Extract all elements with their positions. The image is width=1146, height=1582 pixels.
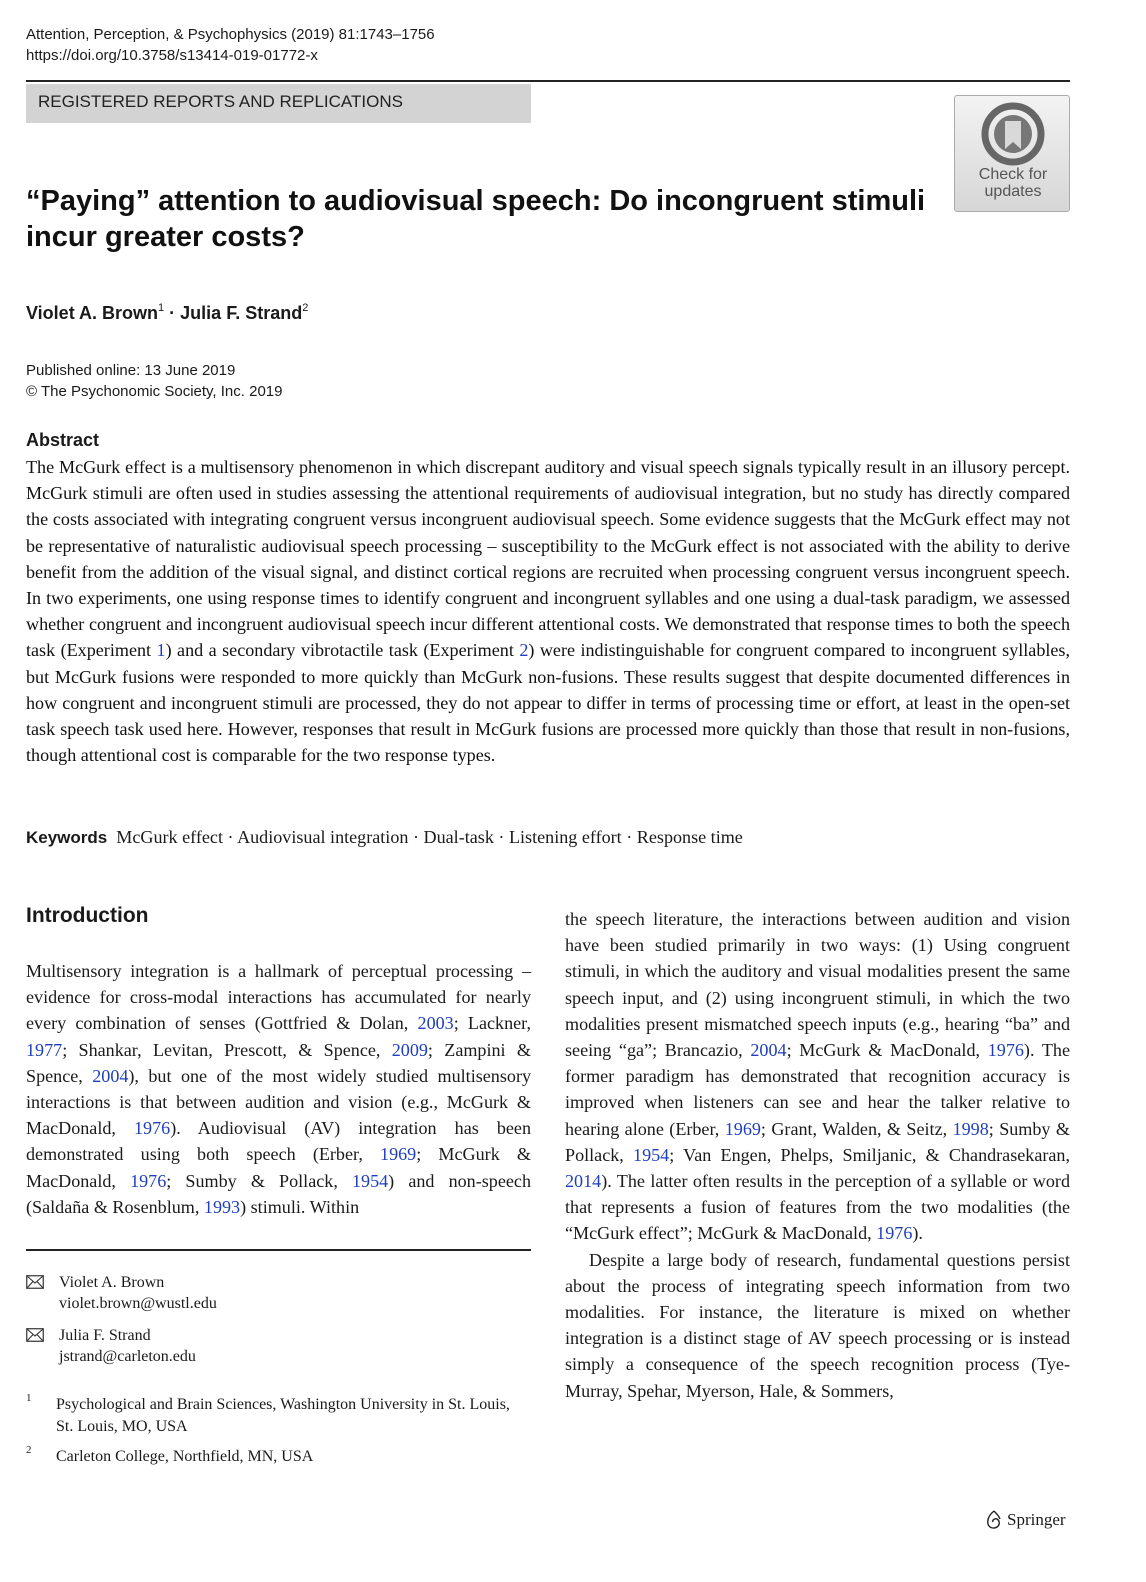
citation-link[interactable]: 1993: [203, 1196, 241, 1217]
keyword-separator: ·: [626, 827, 633, 847]
keyword: Dual-task: [423, 827, 494, 847]
citation-link[interactable]: 1976: [876, 1223, 913, 1244]
text-segment: ; Lackner,: [453, 1013, 531, 1034]
text-segment: ; Sumby & Pollack,: [565, 1118, 1070, 1165]
copyright-line: [26, 381, 282, 402]
experiment-link[interactable]: 1: [156, 640, 166, 661]
journal-header: [26, 24, 435, 66]
text-segment: ) and non-speech (Saldaña & Rosenblum,: [26, 1170, 531, 1217]
introduction-heading: Introduction: [26, 904, 149, 927]
envelope-icon: [26, 1328, 44, 1342]
citation-link[interactable]: 1977: [26, 1039, 63, 1060]
publisher-mark: [985, 1508, 1066, 1532]
check-for-updates-icon: [978, 99, 1048, 169]
experiment-link[interactable]: 2: [519, 640, 529, 661]
author-list: [26, 295, 308, 326]
text-segment: ).: [912, 1223, 923, 1244]
keyword: McGurk effect: [116, 827, 223, 847]
footnote-rule: [26, 1249, 531, 1251]
citation-link[interactable]: 2014: [565, 1171, 602, 1192]
text-segment: ; Zampini & Spence,: [26, 1039, 531, 1086]
author-affiliation-mark: 2: [302, 302, 309, 314]
envelope-icon: [26, 1275, 44, 1289]
keywords-heading: Keywords: [26, 828, 108, 847]
author-affiliation-mark: 1: [158, 302, 165, 314]
text-segment: ; Grant, Walden, & Seitz,: [760, 1118, 953, 1139]
text-segment: ; McGurk & MacDonald,: [786, 1040, 988, 1061]
publication-info: [26, 360, 282, 402]
text-segment: ; Sumby & Pollack,: [166, 1170, 352, 1191]
abstract-text: [26, 454, 1070, 768]
contact-email[interactable]: jstrand@carleton.edu: [59, 1347, 196, 1365]
text-segment: ). Audiovisual (AV) integration has been demonstrated using both speech (Erber,: [26, 1118, 531, 1165]
keyword: Response time: [636, 827, 743, 847]
text-segment: ; Shankar, Levitan, Prescott, & Spence,: [62, 1039, 392, 1060]
article-title: “Paying” attention to audiovisual speech: Do incongruent stimuli incur greater costs?: [26, 185, 926, 253]
check-updates-label-2: updates: [984, 183, 1042, 200]
citation-link[interactable]: 2009: [391, 1039, 428, 1060]
text-segment: ). The former paradigm has demonstrated that recognition accuracy is improved when listeners can see and hear the talker relative to hearing alone (Erber,: [565, 1040, 1070, 1139]
text-segment: ; McGurk & MacDonald,: [26, 1144, 532, 1191]
affiliation-text: Psychological and Brain Sciences, Washington University in St. Louis, St. Louis, MO, USA: [56, 1396, 510, 1435]
keyword: Listening effort: [508, 827, 622, 847]
text-segment: ; Van Engen, Phelps, Smiljanic, & Chandrasekaran,: [669, 1144, 1070, 1165]
intro-right-column: [565, 906, 1070, 1404]
author-name[interactable]: Julia F. Strand: [180, 303, 303, 323]
text-segment: ), but one of the most widely studied multisensory interactions is that between audition and vision (e.g., McGurk & MacDonald,: [26, 1065, 532, 1139]
abstract-heading: Abstract: [26, 430, 100, 450]
citation-link[interactable]: 1976: [134, 1118, 171, 1139]
affiliation-number: 2: [26, 1444, 32, 1456]
journal-citation: Attention, Perception, & Psychophysics (2019) 81:1743–1756: [26, 26, 435, 43]
intro-paragraph: [565, 906, 1070, 1247]
author-name[interactable]: Violet A. Brown: [26, 303, 159, 323]
contact-name: Violet A. Brown: [59, 1274, 165, 1291]
citation-link[interactable]: 1969: [380, 1144, 417, 1165]
citation-link[interactable]: 1998: [952, 1118, 989, 1139]
keyword-separator: ·: [227, 827, 234, 847]
keyword: Audiovisual integration: [237, 827, 409, 847]
abstract-segment: ) were indistinguishable for congruent compared to incongruent syllables, but McGurk fusions were responded to more quickly than McGurk non-fusions. These results suggest that despite documented differences in how congruent and incongruent stimuli are processed, they do not appear to differ in terms of processing time or effort, at least in the open-set task speech task used here. However, responses that result in McGurk fusions are processed more quickly than those that result in non-fusions, though attentional cost is comparable for the two response types.: [26, 640, 1070, 766]
text-segment: Multisensory integration is a hallmark of perceptual processing – evidence for cross-modal interactions has accumulated for nearly every combination of senses (Gottfried & Dolan,: [26, 961, 531, 1034]
keywords: [26, 824, 743, 851]
doi-link[interactable]: https://doi.org/10.3758/s13414-019-01772-x: [26, 47, 318, 64]
abstract-segment: The McGurk effect is a multisensory phenomenon in which discrepant auditory and visual speech signals typically result in an illusory percept. McGurk stimuli are often used in studies assessing the attentional requirements of audiovisual integration, but no study has directly compared the costs associated with integrating congruent versus incongruent audiovisual speech. Some evidence suggests that the McGurk effect may not be representative of naturalistic audiovisual speech processing – susceptibility to the McGurk effect is not associated with the ability to derive benefit from the addition of the visual signal, and distinct cortical regions are recruited when processing congruent versus incongruent speech. In two experiments, one using response times to identify congruent and incongruent syllables and one using a dual-task paradigm, we assessed whether congruent and incongruent audiovisual speech incur different attentional costs. We demonstrated that response times to both the speech task (Experiment: [26, 457, 1070, 661]
abstract-segment: ) and a secondary vibrotactile task (Experiment: [165, 640, 520, 661]
intro-paragraph: Despite a large body of research, fundamental questions persist about the process of integrating speech information from two modalities. For instance, the literature is mixed on whether integration is a distinct stage of AV speech processing or is instead simply a consequence of the speech recognition process (Tye-Murray, Spehar, Myerson, Hale, & Sommers,: [565, 1249, 1070, 1401]
contact-name: Julia F. Strand: [59, 1327, 151, 1344]
affiliation-text: Carleton College, Northfield, MN, USA: [56, 1448, 314, 1465]
publisher-name: Springer: [1007, 1510, 1066, 1529]
springer-logo-icon: [985, 1510, 1003, 1530]
citation-link[interactable]: 1954: [633, 1144, 670, 1165]
citation-link[interactable]: 1976: [987, 1040, 1024, 1061]
text-segment: ). The latter often results in the perception of a syllable or word that represents a fusion of features from the two modalities (the “McGurk effect”; McGurk & MacDonald,: [565, 1171, 1070, 1244]
affiliation-number: 1: [26, 1392, 32, 1404]
contact-email[interactable]: violet.brown@wustl.edu: [59, 1294, 217, 1312]
citation-link[interactable]: 2004: [92, 1065, 129, 1086]
keyword-separator: ·: [498, 827, 505, 847]
citation-link[interactable]: 2004: [750, 1040, 787, 1061]
header-rule: [26, 80, 1070, 82]
text-segment: the speech literature, the interactions between audition and vision have been studied primarily in two ways: (1) Using congruent stimuli, in which the auditory and visual modalities present the same speech input, and (2) using incongruent stimuli, in which the two modalities present mismatched speech inputs (e.g., hearing “ba” and seeing “ga”; Brancazio,: [565, 909, 1070, 1061]
author-separator: ·: [169, 303, 176, 323]
text-segment: ) stimuli. Within: [240, 1196, 360, 1217]
intro-paragraph: [26, 958, 531, 1220]
citation-link[interactable]: 1969: [724, 1118, 761, 1139]
keyword-separator: ·: [412, 827, 419, 847]
check-for-updates-button[interactable]: [954, 95, 1070, 212]
citation-link[interactable]: 2003: [417, 1013, 454, 1034]
section-label: REGISTERED REPORTS AND REPLICATIONS: [26, 84, 531, 123]
check-updates-label: Check for: [978, 166, 1048, 183]
published-date: Published online: 13 June 2019: [26, 362, 236, 379]
citation-link[interactable]: 1976: [130, 1170, 167, 1191]
copyright-text: The Psychonomic Society, Inc. 2019: [40, 383, 283, 400]
citation-link[interactable]: 1954: [351, 1170, 389, 1191]
copyright-icon: ©: [26, 383, 38, 400]
intro-left-column: [26, 958, 531, 1220]
